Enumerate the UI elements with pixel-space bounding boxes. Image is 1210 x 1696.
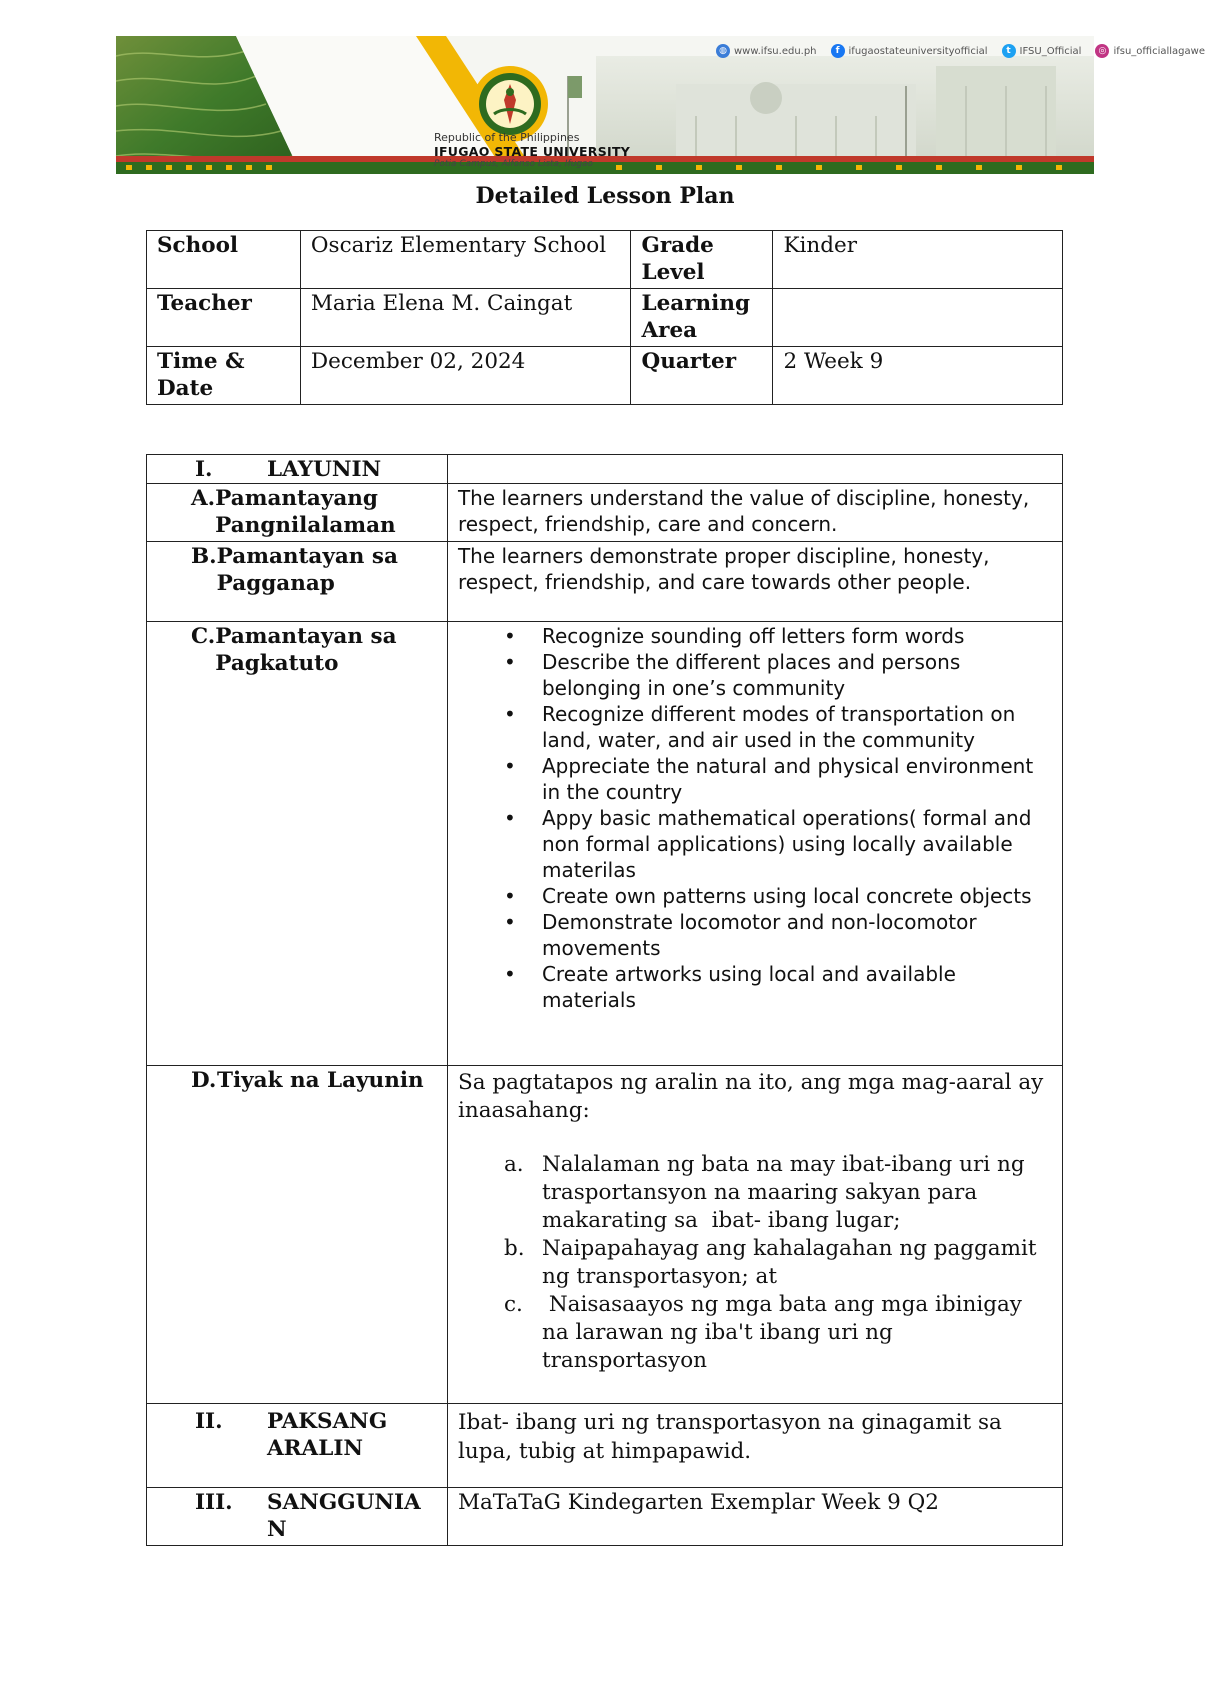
table-row-sanggunian (147, 1488, 1063, 1546)
twitter-icon: t (1002, 44, 1016, 58)
teacher-label: Teacher (147, 289, 301, 347)
grade-label: Grade Level (631, 231, 773, 289)
table-row (147, 289, 1063, 347)
pamantayan-sa-pagkatuto-label: C. Pamantayan sa Pagkatuto (147, 622, 448, 1066)
list-item: • Recognize sounding off letters form words (542, 623, 1052, 649)
pamantayang-pangnilalaman-label: A. Pamantayang Pangnilalaman (147, 484, 448, 542)
lesson-plan-table (146, 454, 1063, 1546)
facebook-icon: f (831, 44, 845, 58)
pagkatuto-list-cell (447, 622, 1062, 1066)
pamantayan-sa-pagganap-label: B. Pamantayan sa Pagganap (147, 542, 448, 622)
university-name-block (434, 132, 630, 169)
list-item: b. Naipapahayag ang kahalagahan ng paggamit ng transportasyon; at (503, 1236, 1037, 1289)
table-row-layunin (147, 455, 1063, 484)
list-item: • Recognize different modes of transportation on land, water, and air used in the community (542, 701, 1052, 753)
list-item: • Describe the different places and persons belonging in one’s community (542, 649, 1052, 701)
table-row-paksa (147, 1404, 1063, 1488)
table-row (147, 347, 1063, 405)
info-table (146, 230, 1063, 405)
sanggunian-text: MaTaTaG Kindegarten Exemplar Week 9 Q2 (447, 1488, 1062, 1546)
social-links (716, 44, 1205, 58)
layunin-heading: I. LAYUNIN (147, 455, 448, 484)
social-twitter[interactable]: t IFSU_Official (1002, 44, 1082, 58)
list-item: a. Nalalaman ng bata na may ibat-ibang uri ng trasportansyon na maaring sakyan para makarating sa ibat- ibang lugar; (503, 1152, 1046, 1233)
table-row-d (147, 1066, 1063, 1404)
list-item: • Create own patterns using local concrete objects (542, 883, 1052, 909)
social-website[interactable]: ◍ www.ifsu.edu.ph (716, 44, 817, 58)
school-label: School (147, 231, 301, 289)
time-date-value: December 02, 2024 (300, 347, 631, 405)
paksang-aralin-label: II. PAKSANG ARALIN (147, 1404, 448, 1488)
layunin-empty-cell (447, 455, 1062, 484)
table-row-a (147, 484, 1063, 542)
tiyak-na-layunin-label: D. Tiyak na Layunin (147, 1066, 448, 1404)
table-row-b (147, 542, 1063, 622)
list-item: c. Naisasaayos ng mga bata ang mga ibinigay na larawan ng iba't ibang uri ng transportasyon (503, 1292, 1029, 1373)
paksang-aralin-text: Ibat- ibang uri ng transportasyon na ginagamit sa lupa, tubig at himpapawid. (447, 1404, 1062, 1488)
republic-text: Republic of the Philippines (434, 131, 580, 144)
learning-area-value (773, 289, 1063, 347)
social-instagram[interactable]: ◎ ifsu_officiallagawe (1095, 44, 1205, 58)
sanggunian-label: III. SANGGUNIAN (147, 1488, 448, 1546)
instagram-icon: ◎ (1095, 44, 1109, 58)
page-title: Detailed Lesson Plan (475, 183, 735, 209)
teacher-value: Maria Elena M. Caingat (300, 289, 631, 347)
time-date-label: Time & Date (147, 347, 301, 405)
tiyak-list (458, 1151, 1052, 1375)
social-facebook[interactable]: f ifugaostateuniversityofficial (831, 44, 988, 58)
grade-value: Kinder (773, 231, 1063, 289)
learning-area-label: Learning Area (631, 289, 773, 347)
pamantayang-pangnilalaman-text: The learners understand the value of discipline, honesty, respect, friendship, care and concern. (447, 484, 1062, 542)
quarter-value: 2 Week 9 (773, 347, 1063, 405)
list-item: • Appy basic mathematical operations( formal and non formal applications) using locally available materilas (542, 805, 1052, 883)
list-item: • Appreciate the natural and physical environment in the country (542, 753, 1052, 805)
tiyak-na-layunin-cell (447, 1066, 1062, 1404)
table-row-c (147, 622, 1063, 1066)
globe-icon: ◍ (716, 44, 730, 58)
university-banner (116, 36, 1205, 182)
university-name: IFUGAO STATE UNIVERSITY (434, 143, 631, 159)
list-item: • Create artworks using local and available materials (542, 961, 1052, 1013)
campus-text: Potia Campus, Alfonso Lista, Ifugao (434, 159, 594, 170)
school-value: Oscariz Elementary School (300, 231, 631, 289)
table-row (147, 231, 1063, 289)
tiyak-intro: Sa pagtatapos ng aralin na ito, ang mga mag-aaral ay inaasahang: (457, 1070, 1044, 1123)
quarter-label: Quarter (631, 347, 773, 405)
pamantayan-sa-pagganap-text: The learners demonstrate proper discipline, honesty, respect, friendship, and care towards other people. (447, 542, 1062, 622)
list-item: • Demonstrate locomotor and non-locomotor movements (542, 909, 1052, 961)
pagkatuto-list (458, 623, 1052, 1013)
